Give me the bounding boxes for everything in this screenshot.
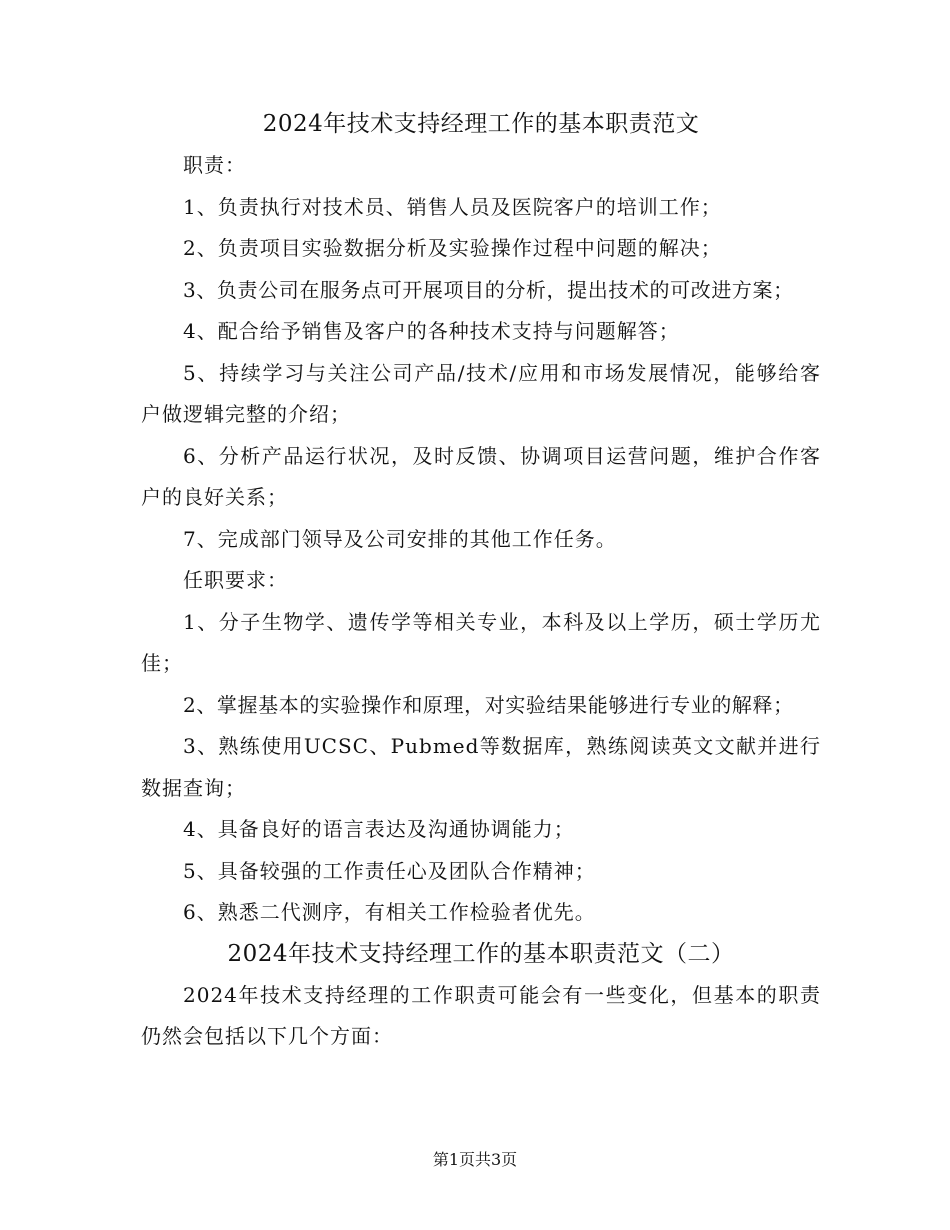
paragraph: 3、熟练使用UCSC、Pubmed等数据库，熟练阅读英文文献并进行数据查询；	[141, 734, 821, 800]
paragraph: 6、分析产品运行状况，及时反馈、协调项目运营问题，维护合作客户的良好关系；	[141, 443, 821, 509]
section-title: 2024年技术支持经理工作的基本职责范文（二）	[227, 940, 735, 967]
document-body	[141, 104, 821, 1058]
paragraph: 1、分子生物学、遗传学等相关专业，本科及以上学历，硕士学历尤佳；	[141, 609, 821, 675]
paragraph: 2、掌握基本的实验操作和原理，对实验结果能够进行专业的解释；	[183, 692, 794, 717]
paragraph: 4、配合给予销售及客户的各种技术支持与问题解答；	[183, 319, 680, 343]
paragraph: 1、负责执行对技术员、销售人员及医院客户的培训工作；	[183, 194, 722, 219]
paragraph: 5、持续学习与关注公司产品/技术/应用和市场发展情况，能够给客户做逻辑完整的介绍；	[141, 360, 821, 426]
paragraph: 3、负责公司在服务点可开展项目的分析，提出技术的可改进方案；	[183, 277, 794, 302]
paragraph: 2024年技术支持经理的工作职责可能会有一些变化，但基本的职责仍然会包括以下几个方面：	[141, 982, 821, 1048]
paragraph: 职责：	[183, 153, 246, 177]
page-indicator: 第1页共3页	[432, 1150, 518, 1169]
paragraph: 6、熟悉二代测序，有相关工作检验者优先。	[183, 900, 596, 924]
paragraph: 7、完成部门领导及公司安排的其他工作任务。	[183, 526, 617, 551]
paragraph: 2、负责项目实验数据分析及实验操作过程中问题的解决；	[183, 236, 722, 260]
paragraph: 4、具备良好的语言表达及沟通协调能力；	[183, 817, 575, 841]
paragraph: 任职要求：	[183, 568, 288, 592]
paragraph: 5、具备较强的工作责任心及团队合作精神；	[183, 858, 596, 883]
document-title: 2024年技术支持经理工作的基本职责范文	[262, 111, 700, 137]
